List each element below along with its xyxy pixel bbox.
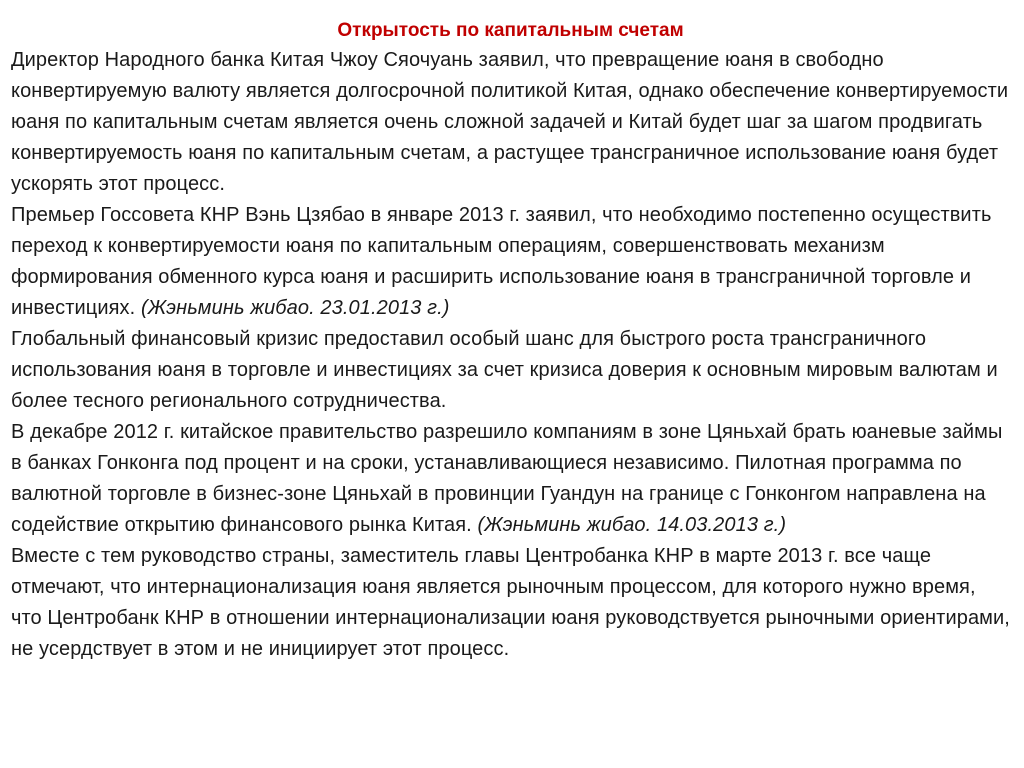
slide-title: Открытость по капитальным счетам [337,20,684,41]
paragraph-zhou-xiaochuan [11,45,1010,200]
paragraph-text: Вместе с тем руководство страны, заместитель главы Центробанка КНР в марте 2013 г. все чаще отмечают, что интернационализация юаня является рыночным процессом, для которого нужно время, что Центробанк КНР в отношении интернационализации юаня руководствуется рыночными ориентирами, не усердствует в этом и не инициирует этот процесс. [11,545,1010,660]
paragraph-text: Премьер Госсовета КНР Вэнь Цзябао в январе 2013 г. заявил, что необходимо постепенно осуществить переход к конвертируемости юаня по капитальным операциям, совершенствовать механизм формирования обменного курса юаня и расширить использование юаня в трансграничной торговле и инвестициях. [11,204,992,319]
paragraph-text: Глобальный финансовый кризис предоставил особый шанс для быстрого роста трансграничного использования юаня в торговле и инвестициях за счет кризиса доверия к основным мировым валютам и более тесного регионального сотрудничества. [11,328,998,412]
paragraph-text: В декабре 2012 г. китайское правительство разрешило компаниям в зоне Цяньхай брать юаневые займы в банках Гонконга под процент и на сроки, устанавливающиеся независимо. Пилотная программа по валютной торговле в бизнес-зоне Цяньхай в провинции Гуандун на границе с Гонконгом направлена на содействие открытию финансового рынка Китая. [11,421,1003,536]
slide-body [11,45,1010,665]
paragraph-text: Директор Народного банка Китая Чжоу Сяочуань заявил, что превращение юаня в свободно конвертируемую валюту является долгосрочной политикой Китая, однако обеспечение конвертируемости юаня по капитальным счетам является очень сложной задачей и Китай будет шаг за шагом продвигать конвертируемость юаня по капитальным счетам, а растущее трансграничное использование юаня будет ускорять этот процесс. [11,49,1009,195]
citation: (Жэньминь жибао. 23.01.2013 г.) [140,297,450,319]
paragraph-wen-jiabao [11,200,1010,324]
paragraph-global-crisis [11,324,1010,417]
paragraph-market-process [11,541,1010,665]
citation: (Жэньминь жибао. 14.03.2013 г.) [477,514,787,536]
paragraph-qianhai [11,417,1010,541]
